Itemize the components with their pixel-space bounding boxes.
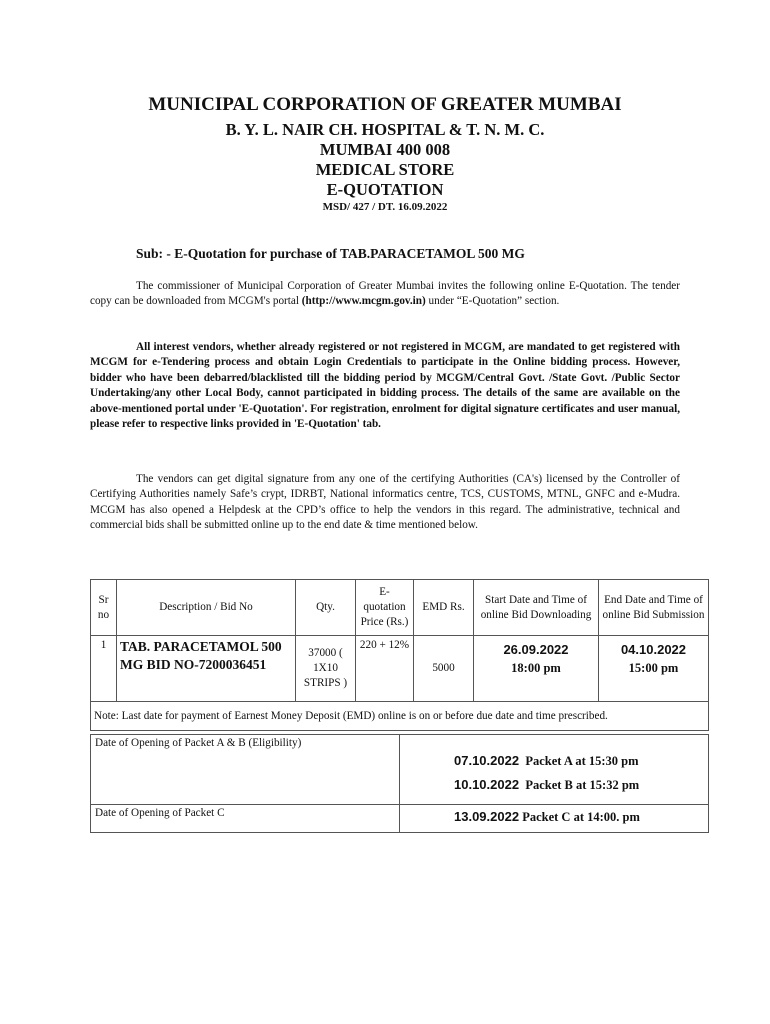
packet-c-label: Date of Opening of Packet C <box>91 805 400 833</box>
packet-a-line <box>404 749 704 773</box>
packet-ab-label: Date of Opening of Packet A & B (Eligibility) <box>91 735 400 805</box>
portal-link[interactable]: (http://www.mcgm.gov.in) <box>301 295 426 308</box>
packet-a-text: Packet A at 15:30 pm <box>525 754 639 768</box>
end-date: 04.10.2022 <box>620 642 687 657</box>
packet-a-date: 07.10.2022 <box>454 753 520 768</box>
org-title: MUNICIPAL CORPORATION OF GREATER MUMBAI <box>148 94 622 115</box>
department: MEDICAL STORE <box>315 160 455 179</box>
header-price: E-quotation Price (Rs.) <box>356 580 414 636</box>
cell-qty: 37000 ( 1X10 STRIPS ) <box>296 636 356 702</box>
opening-dates-table <box>90 734 709 833</box>
cell-start <box>474 636 599 702</box>
packet-b-text: Packet B at 15:32 pm <box>525 778 640 792</box>
header-sr: Sr no <box>91 580 117 636</box>
header-end: End Date and Time of online Bid Submission <box>599 580 709 636</box>
document-type: E-QUOTATION <box>326 180 444 199</box>
emd-note: Note: Last date for payment of Earnest Money Deposit (EMD) online is on or before due date and time prescribed. <box>91 702 709 731</box>
intro-text-b: under “E-Quotation” section. <box>425 295 560 308</box>
end-time: 15:00 pm <box>628 661 679 675</box>
packet-b-line <box>404 773 704 797</box>
bid-table <box>90 579 709 731</box>
packet-c-row <box>91 805 709 833</box>
packet-c-dates <box>400 805 709 833</box>
cell-end <box>599 636 709 702</box>
packet-ab-dates <box>400 735 709 805</box>
hospital-name: B. Y. L. NAIR CH. HOSPITAL & T. N. M. C. <box>225 120 545 139</box>
paragraph-registration <box>90 340 680 432</box>
header-qty: Qty. <box>296 580 356 636</box>
paragraph-intro <box>90 279 680 310</box>
packet-b-date: 10.10.2022 <box>454 777 520 792</box>
digital-signature-text: The vendors can get digital signature from any one of the certifying Authorities (CA's) licensed by the Controller of Certifying Authorities namely Safe’s crypt, IDRBT, National informatics centre, TCS, CUSTOMS, MTNL, GNFC and e-Mudra. MCGM has also opened a Helpdesk at the CPD’s office to help the vendors in this regard. The administrative, technical and commercial bids shall be submitted online up to the end date & time mentioned below. <box>90 473 680 532</box>
cell-description: TAB. PARACETAMOL 500 MG BID NO-7200036451 <box>117 636 296 702</box>
cell-emd: 5000 <box>414 636 474 702</box>
intro-text-a: The commissioner of Municipal Corporation of Greater Mumbai invites the following online E-Quotation. The tender copy can be downloaded from MCGM's portal <box>90 280 680 308</box>
bid-table-header-row <box>91 580 709 636</box>
cell-sr: 1 <box>91 636 117 702</box>
header-emd: EMD Rs. <box>414 580 474 636</box>
start-time: 18:00 pm <box>511 661 561 675</box>
packet-ab-row <box>91 735 709 805</box>
packet-c-date: 13.09.2022 <box>454 809 520 824</box>
packet-c-line <box>404 807 704 827</box>
cell-price: 220 + 12% <box>356 636 414 702</box>
reference-number: MSD/ 427 / DT. 16.09.2022 <box>322 201 448 213</box>
paragraph-digital-signature <box>90 472 680 534</box>
start-date: 26.09.2022 <box>503 642 569 657</box>
packet-c-text: Packet C at 14:00. pm <box>522 810 640 824</box>
city-line: MUMBAI 400 008 <box>319 140 451 159</box>
note-row <box>91 702 709 731</box>
table-row <box>91 636 709 702</box>
registration-text: All interest vendors, whether already registered or not registered in MCGM, are mandated to get registered with MCGM for e-Tendering process and obtain Login Credentials to participate in the Online bidding process. However, bidder who have been debarred/blacklisted till the bidding period by MCGM/Central Govt. /State Govt. /Public Sector Undertaking/any other Local Body, cannot participated in bidding process. The details of the same are available on the above-mentioned portal under 'E-Quotation'. For registration, enrolment for digital signature certificates and user manual, please refer to respective links provided in 'E-Quotation' tab. <box>90 341 680 431</box>
subject-line: Sub: - E-Quotation for purchase of TAB.PARACETAMOL 500 MG <box>136 246 525 261</box>
header-start: Start Date and Time of online Bid Downloading <box>474 580 599 636</box>
header-description: Description / Bid No <box>117 580 296 636</box>
